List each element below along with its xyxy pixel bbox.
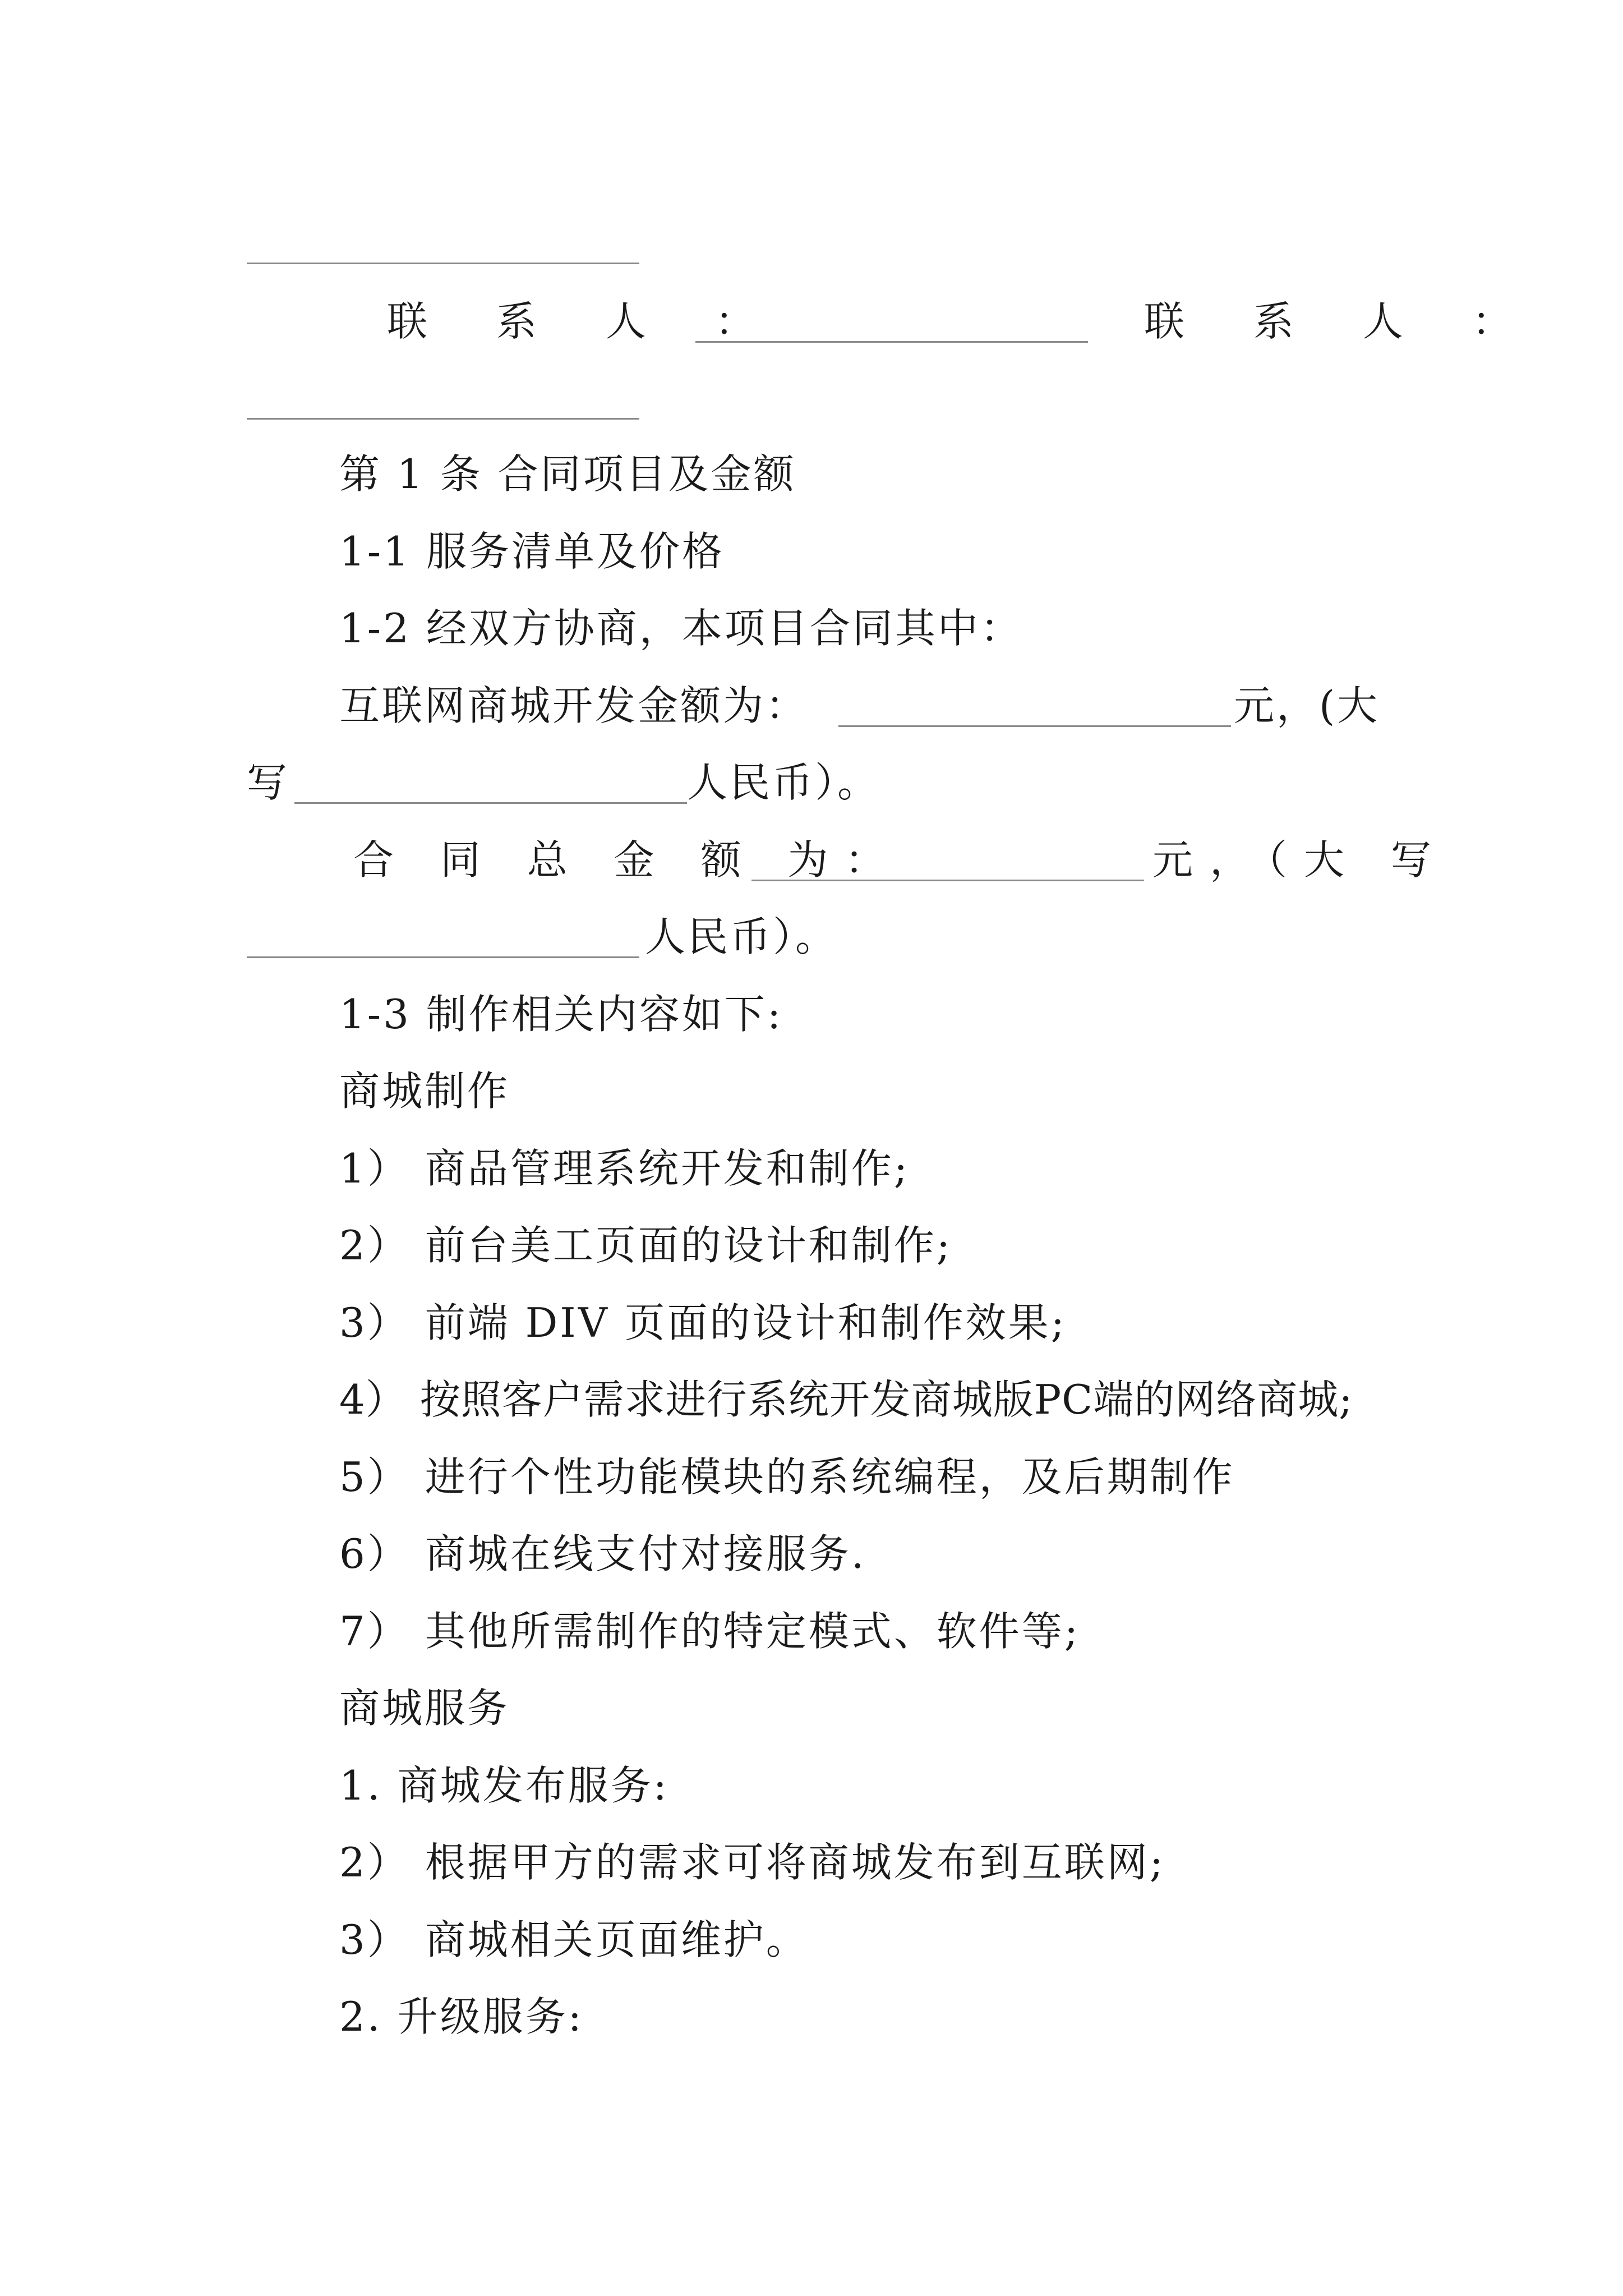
service-item: 2） 根据甲方的需求可将商城发布到互联网; xyxy=(339,1839,1165,1886)
production-item: 5） 进行个性功能模块的系统编程，及后期制作 xyxy=(339,1453,1235,1501)
total-capital-suffix: 人民币）。 xyxy=(645,913,838,960)
mall-dev-amount-blank[interactable] xyxy=(838,725,1231,727)
signature-blank-top xyxy=(247,263,639,264)
service-item: 3） 商城相关页面维护。 xyxy=(339,1916,809,1963)
production-item: 1） 商品管理系统开发和制作; xyxy=(339,1145,910,1192)
mall-dev-capital-blank[interactable] xyxy=(294,802,687,804)
contact-blank-right[interactable] xyxy=(247,418,639,420)
contact-label-left: 联 系 人 ： xyxy=(387,298,783,345)
total-capital-blank[interactable] xyxy=(247,956,639,958)
article-heading: 第 1 条 合同项目及金额 xyxy=(339,450,796,498)
mall-dev-capital-suffix: 人民币）。 xyxy=(687,759,880,806)
total-amount-suffix: 元，（大 写 xyxy=(1152,836,1448,884)
article-item-1-2: 1-2 经双方协商，本项目合同其中： xyxy=(339,605,1023,652)
service-item: 1. 商城发布服务: xyxy=(339,1762,669,1809)
service-item: 2. 升级服务: xyxy=(339,1993,584,2040)
production-item: 4） 按照客户需求进行系统开发商城版PC端的网络商城; xyxy=(339,1376,1353,1423)
production-item: 2） 前台美工页面的设计和制作; xyxy=(339,1222,952,1269)
mall-dev-amount-suffix: 元，(大 xyxy=(1234,682,1380,729)
contact-label-right: 联 系 人 ： xyxy=(1144,298,1541,345)
production-item: 7） 其他所需制作的特定模式、软件等; xyxy=(339,1608,1080,1655)
mall-dev-amount-label: 互联网商城开发金额为： xyxy=(339,682,809,729)
service-section-title: 商城服务 xyxy=(339,1685,510,1732)
production-item: 6） 商城在线支付对接服务. xyxy=(339,1530,866,1577)
production-section-title: 商城制作 xyxy=(339,1068,510,1115)
article-item-1-1: 1-1 服务清单及价格 xyxy=(339,528,725,575)
production-item: 3） 前端 DIV 页面的设计和制作效果; xyxy=(339,1299,1067,1346)
total-amount-blank[interactable] xyxy=(751,880,1144,881)
contact-blank-left[interactable] xyxy=(695,341,1088,343)
mall-dev-capital-prefix: 写 xyxy=(247,759,290,806)
production-intro: 1-3 制作相关内容如下: xyxy=(339,991,783,1038)
total-amount-label: 合 同 总 金 额 为： xyxy=(353,836,902,884)
